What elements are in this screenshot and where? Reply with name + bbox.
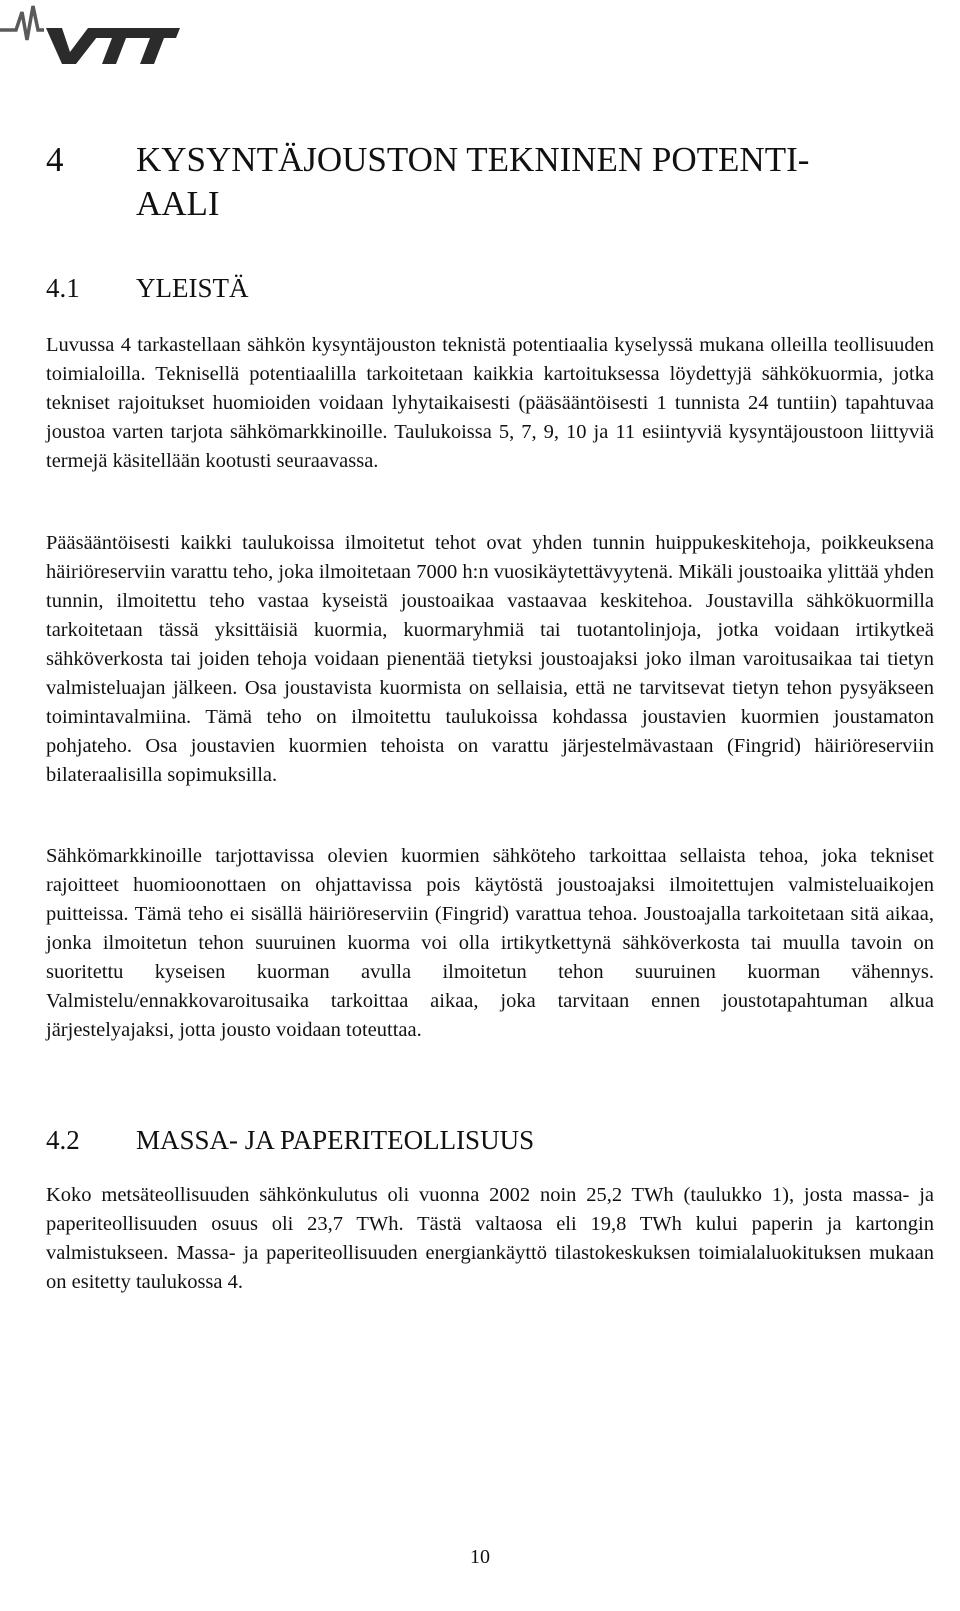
paragraph: Pääsääntöisesti kaikki taulukoissa ilmoitetut tehot ovat yhden tunnin huippukeskitehoja, poikkeuksena häiriöreserviin varattu teho, joka ilmoitetaan 7000 h:n vuosikäytettävyytenä. Mikäli joustoaika ylittää yhden tunnin, ilmoitettu teho vastaa kyseistä joustoaikaa vastaavaa keskitehoa. Joustavilla sähkökuormilla tarkoitetaan tässä yksittäisiä kuormia, kuormaryhmiä tai tuotantolinjoja, jotka voidaan irtikytkeä sähköverkosta tai joiden tehoja voidaan pienentää tietyksi joustoajaksi joko ilman varoitusaikaa tai tietyn valmisteluajan jälkeen. Osa joustavista kuormista on sellaisia, että ne tarvitsevat tietyn tehon pysyäkseen toimintavalmiina. Tämä teho on ilmoitettu taulukoissa kohdassa joustavien kuormien joustamaton pohjateho. Osa joustavien kuormien tehoista on varattu järjestelmävastaan (Fingrid) häiriöreserviin bilateraalisilla sopimuksilla. [46, 532, 934, 786]
chapter-number: 4 [46, 140, 64, 179]
section-number: 4.1 [46, 273, 80, 303]
section-heading-4-1 [46, 272, 926, 304]
vtt-logo [0, 0, 185, 72]
section-title: MASSA- JA PAPERITEOLLISUUS [136, 1125, 535, 1155]
paragraph: Sähkömarkkinoille tarjottavissa olevien kuormien sähköteho tarkoittaa sellaista tehoa, joka tekniset rajoitteet huomioonottaen on ohjattavissa pois käytöstä joustoajaksi ilmoitettujen valmisteluaikojen puitteissa. Tämä teho ei sisällä häiriöreserviin (Fingrid) varattua tehoa. Joustoajalla tarkoitetaan sitä aikaa, jonka ilmoitetun tehon suuruinen kuorma voi olla irtikytkettynä sähköverkosta tai muulla tavoin on suoritettu kyseisen kuorman avulla ilmoitetun tehon suuruinen kuorman vähennys. Valmistelu/ennakkovaroitusaika tarkoittaa aikaa, joka tarvitaan ennen joustotapahtuman alkua järjestelyajaksi, jotta jousto voidaan toteuttaa. [46, 845, 934, 1041]
section-heading-4-2 [46, 1124, 926, 1156]
chapter-heading [46, 138, 926, 226]
section-number: 4.2 [46, 1125, 80, 1155]
chapter-title: KYSYNTÄJOUSTON TEKNINEN POTENTI- AALI [136, 140, 810, 223]
paragraph: Luvussa 4 tarkastellaan sähkön kysyntäjouston teknistä potentiaalia kyselyssä mukana olleilla teollisuuden toimialoilla. Teknisellä potentiaalilla tarkoitetaan kaikkia kartoituksessa löydettyjä sähkökuormia, jotka tekniset rajoitukset huomioiden voidaan lyhytaikaisesti (pääsääntöisesti 1 tunnista 24 tuntiin) tapahtuvaa joustoa varten tarjota sähkömarkkinoille. Taulukoissa 5, 7, 9, 10 ja 11 esiintyviä kysyntäjoustoon liittyviä termejä käsitellään kootusti seuraavassa. [46, 334, 934, 472]
vtt-logo-icon [0, 0, 185, 72]
section-title: YLEISTÄ [136, 273, 249, 303]
paragraph: Koko metsäteollisuuden sähkönkulutus oli vuonna 2002 noin 25,2 TWh (taulukko 1), josta massa- ja paperiteollisuuden osuus oli 23,7 TWh. Tästä valtaosa eli 19,8 TWh kului paperin ja kartongin valmistukseen. Massa- ja paperiteollisuuden energiankäyttö tilastokeskuksen toimialaluokituksen mukaan on esitetty taulukossa 4. [46, 1184, 934, 1293]
page-number: 10 [470, 1546, 490, 1568]
